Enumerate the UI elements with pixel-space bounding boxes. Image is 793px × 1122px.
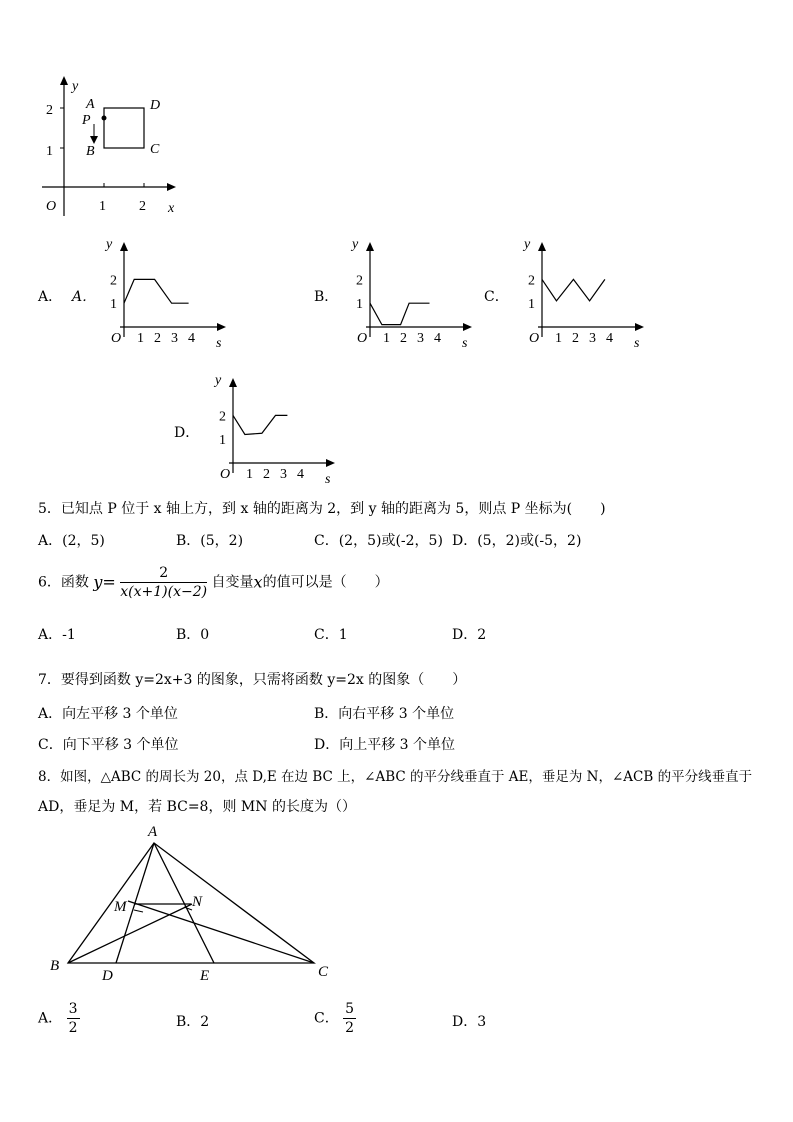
q6-denominator: x(x+1)(x−2) — [120, 584, 208, 600]
top-ytick-2: 2 — [46, 103, 53, 118]
q7-option-c: C．向下平移 3 个单位 — [38, 737, 179, 753]
triangle-label-d: D — [102, 968, 113, 984]
triangle-label-c: C — [318, 964, 329, 980]
q6-prefix: 6．函数 — [38, 574, 89, 591]
graph-d-line — [233, 415, 287, 434]
x-axis-arrow — [635, 323, 644, 331]
x-axis-arrow — [217, 323, 226, 331]
q7-option-d: D．向上平移 3 个单位 — [314, 737, 456, 753]
q6-var-y: y — [93, 572, 103, 592]
graph-xtick-4: 4 — [188, 331, 195, 346]
graph-s-label: s — [634, 336, 640, 351]
q5-option-d: D．(5，2)或(-5，2) — [452, 533, 582, 549]
graph-ytick-2: 2 — [110, 273, 117, 289]
q5-option-c: C．(2，5)或(-2，5) — [314, 533, 443, 549]
graph-xtick-1: 1 — [137, 331, 144, 346]
graph-xtick-3: 3 — [589, 331, 596, 346]
q7-stem: 7．要得到函数 y=2x+3 的图象，只需将函数 y=2x 的图象（ ） — [38, 672, 467, 688]
q8-option-b: B．2 — [176, 1014, 210, 1030]
graph-a — [94, 232, 234, 352]
q8-option-c-numerator: 5 — [345, 1001, 355, 1017]
q8-option-c-prefix: C． — [314, 1010, 339, 1027]
triangle-label-b: B — [50, 958, 60, 974]
graph-y-label: y — [215, 373, 222, 388]
graph-d — [203, 368, 343, 488]
graph-origin-label: O — [220, 467, 231, 482]
top-x-label: x — [168, 201, 175, 216]
point-label-d: D — [150, 98, 161, 113]
q5-option-a: A．(2，5) — [38, 533, 105, 549]
graph-s-label: s — [462, 336, 468, 351]
option-c-label: C． — [484, 289, 509, 305]
point-label-p: P — [82, 113, 91, 128]
triangle-label-n: N — [192, 894, 203, 910]
graph-c — [512, 232, 652, 352]
graph-ytick-2: 2 — [356, 273, 363, 289]
graph-s-label: s — [216, 336, 222, 351]
q7-option-b: B．向右平移 3 个单位 — [314, 706, 455, 722]
q6-option-b: B．0 — [176, 627, 210, 643]
graph-y-label: y — [524, 237, 531, 252]
q6-option-d: D．2 — [452, 627, 487, 643]
graph-xtick-2: 2 — [263, 467, 270, 482]
graph-b-line — [370, 303, 430, 324]
q8-option-c-denominator: 2 — [345, 1020, 355, 1036]
graph-ytick-2: 2 — [219, 409, 226, 425]
graph-ytick-1: 1 — [110, 297, 117, 313]
graph-ytick-1: 1 — [219, 433, 226, 449]
graph-xtick-4: 4 — [297, 467, 304, 482]
q8-stem-line2: AD，垂足为 M，若 BC=8，则 MN 的长度为（） — [38, 799, 356, 815]
graph-ytick-1: 1 — [528, 297, 535, 313]
q6-option-c: C．1 — [314, 627, 348, 643]
q6-var-x: x — [253, 572, 263, 592]
triangle-label-e: E — [200, 968, 210, 984]
y-axis-arrow — [538, 242, 546, 251]
q5-option-b: B．(5，2) — [176, 533, 244, 549]
q6-numerator: 2 — [120, 564, 207, 583]
graph-s-label: s — [325, 472, 331, 487]
triangle-figure — [40, 818, 340, 988]
q8-option-c — [314, 1000, 356, 1037]
q8-option-a-prefix: A． — [38, 1010, 63, 1027]
graph-b — [340, 232, 480, 352]
option-a-extra-label: A． — [72, 289, 97, 305]
option-b-label: B． — [314, 289, 339, 305]
graph-xtick-2: 2 — [154, 331, 161, 346]
graph-ytick-1: 1 — [356, 297, 363, 313]
graph-y-label: y — [352, 237, 359, 252]
point-label-b: B — [86, 144, 95, 159]
option-d-label: D． — [174, 425, 200, 441]
q6-equals: = — [102, 572, 116, 592]
q8-stem-line1: 8．如图，△ABC 的周长为 20，点 D,E 在边 BC 上，∠ABC 的平分线垂直于 AE，垂足为 N，∠ACB 的平分线垂直于 — [38, 769, 753, 785]
graph-xtick-1: 1 — [555, 331, 562, 346]
graph-origin-label: O — [111, 331, 122, 346]
option-a-label: A． — [38, 289, 63, 305]
graph-y-label: y — [106, 237, 113, 252]
point-label-c: C — [150, 142, 160, 157]
top-xtick-1: 1 — [99, 199, 106, 214]
graph-c-line — [542, 279, 605, 300]
q6-stem — [38, 564, 389, 601]
top-ytick-1: 1 — [46, 144, 53, 159]
q6-fraction — [120, 564, 207, 601]
q8-option-a-denominator: 2 — [68, 1020, 78, 1036]
graph-xtick-4: 4 — [606, 331, 613, 346]
graph-xtick-3: 3 — [417, 331, 424, 346]
graph-xtick-3: 3 — [280, 467, 287, 482]
y-axis-arrow — [120, 242, 128, 251]
q6-suffix-a: 自变量 — [211, 574, 254, 591]
triangle-label-a: A — [148, 824, 158, 840]
graph-xtick-1: 1 — [383, 331, 390, 346]
top-origin: O — [46, 199, 57, 214]
q5-stem: 5．已知点 P 位于 x 轴上方，到 x 轴的距离为 2，到 y 轴的距离为 5，则点 P 坐标为( ) — [38, 501, 606, 517]
graph-xtick-4: 4 — [434, 331, 441, 346]
graph-xtick-2: 2 — [572, 331, 579, 346]
triangle-label-m: M — [114, 899, 127, 915]
graph-ytick-2: 2 — [528, 273, 535, 289]
q6-option-a: A．-1 — [38, 627, 76, 643]
q7-option-a: A．向左平移 3 个单位 — [38, 706, 178, 722]
graph-xtick-1: 1 — [246, 467, 253, 482]
graph-xtick-2: 2 — [400, 331, 407, 346]
q8-option-a-numerator: 3 — [68, 1001, 78, 1017]
q8-option-a — [38, 1000, 80, 1037]
y-axis-arrow — [366, 242, 374, 251]
x-axis-arrow — [463, 323, 472, 331]
graph-origin-label: O — [357, 331, 368, 346]
graph-a-line — [124, 279, 189, 303]
graph-xtick-3: 3 — [171, 331, 178, 346]
top-figure — [38, 70, 188, 220]
point-label-a: A — [86, 97, 95, 112]
graph-origin-label: O — [529, 331, 540, 346]
top-xtick-2: 2 — [139, 199, 146, 214]
q8-option-d: D．3 — [452, 1014, 487, 1030]
y-axis-arrow — [229, 378, 237, 387]
top-y-label: y — [72, 79, 79, 94]
x-axis-arrow — [326, 459, 335, 467]
q6-suffix-b: 的值可以是（ ） — [262, 574, 389, 591]
